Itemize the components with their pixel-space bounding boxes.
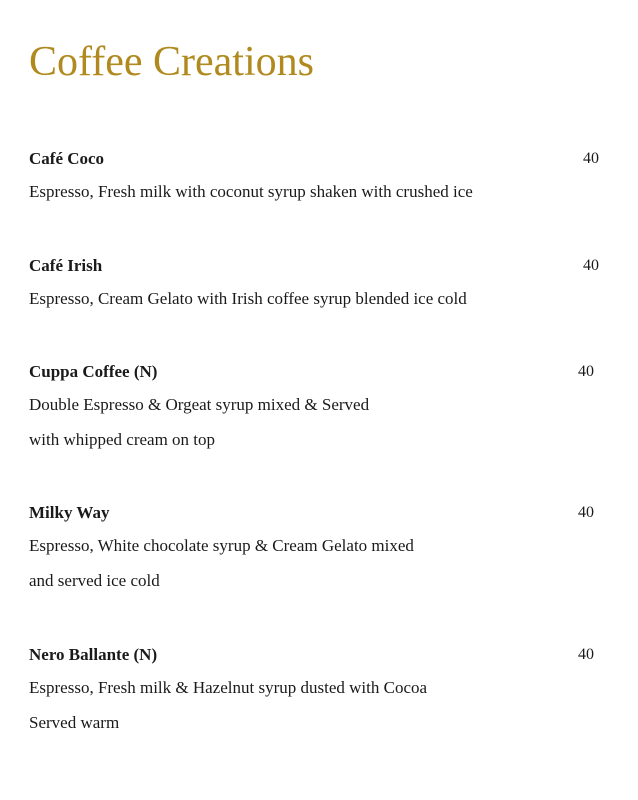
item-description-line: Espresso, White chocolate syrup & Cream Gelato mixed bbox=[29, 536, 414, 555]
item-description bbox=[29, 528, 414, 598]
item-description bbox=[29, 670, 427, 740]
item-name: Cuppa Coffee (N) bbox=[29, 362, 158, 381]
item-price: 40 bbox=[583, 257, 599, 274]
item-description-line: Espresso, Fresh milk with coconut syrup shaken with crushed ice bbox=[29, 182, 473, 201]
item-description-line: Double Espresso & Orgeat syrup mixed & Served bbox=[29, 395, 370, 414]
item-description-line: Espresso, Fresh milk & Hazelnut syrup dusted with Cocoa bbox=[29, 678, 428, 697]
item-price: 40 bbox=[583, 150, 599, 167]
item-name: Nero Ballante (N) bbox=[29, 645, 158, 664]
item-description-line: Served warm bbox=[29, 713, 120, 732]
item-description-line: Espresso, Cream Gelato with Irish coffee syrup blended ice cold bbox=[29, 289, 467, 308]
item-description bbox=[29, 174, 473, 209]
item-name: Café Coco bbox=[29, 149, 105, 168]
page-title: Coffee Creations bbox=[29, 39, 314, 85]
item-price: 40 bbox=[578, 646, 594, 663]
item-price: 40 bbox=[578, 363, 594, 380]
item-description bbox=[29, 387, 369, 457]
item-name: Café Irish bbox=[29, 256, 103, 275]
item-description-line: with whipped cream on top bbox=[29, 430, 216, 449]
item-description-line: and served ice cold bbox=[29, 571, 160, 590]
item-description bbox=[29, 281, 467, 316]
item-price: 40 bbox=[578, 504, 594, 521]
item-name: Milky Way bbox=[29, 503, 110, 522]
